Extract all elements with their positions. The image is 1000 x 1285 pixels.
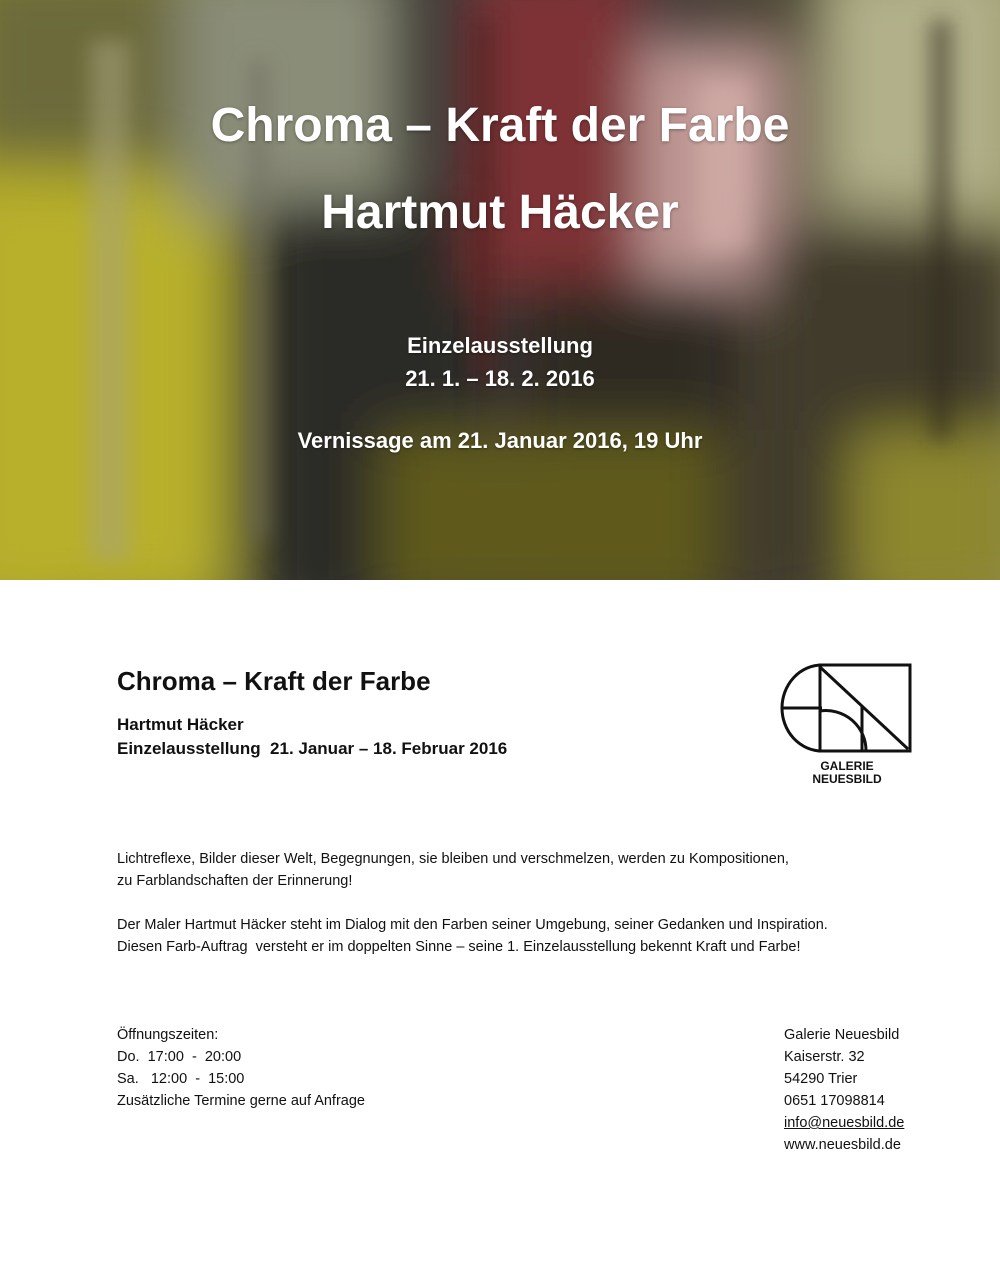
opening-hours-saturday: Sa. 12:00 - 15:00 xyxy=(117,1071,245,1087)
opening-hours-heading: Öffnungszeiten: xyxy=(117,1027,219,1043)
hero-artist: Hartmut Häcker xyxy=(321,186,679,239)
email-link[interactable]: info@neuesbild.de xyxy=(784,1115,905,1131)
description-paragraph-1 xyxy=(117,848,789,892)
hero-exhibition-type: Einzelausstellung xyxy=(407,333,593,358)
exhibition-dates: Einzelausstellung 21. Januar – 18. Februar 2016 xyxy=(117,739,508,758)
hero-banner xyxy=(0,0,1000,580)
logo-text-neuesbild: NEUESBILD xyxy=(812,772,882,786)
gallery-phone: 0651 17098814 xyxy=(784,1093,885,1109)
description-line: zu Farblandschaften der Erinnerung! xyxy=(117,873,353,889)
description-line: Diesen Farb-Auftrag versteht er im doppelten Sinne – seine 1. Einzelausstellung bekennt Kraft und Farbe! xyxy=(117,939,801,955)
opening-hours-thursday: Do. 17:00 - 20:00 xyxy=(117,1049,242,1065)
logo-mark-icon xyxy=(780,663,914,755)
gallery-city: 54290 Trier xyxy=(784,1071,858,1087)
website-text: www.neuesbild.de xyxy=(784,1137,901,1153)
gallery-street: Kaiserstr. 32 xyxy=(784,1049,865,1065)
opening-hours xyxy=(117,1024,365,1112)
galerie-neuesbild-logo xyxy=(780,663,914,787)
opening-hours-extra: Zusätzliche Termine gerne auf Anfrage xyxy=(117,1093,365,1109)
description-line: Lichtreflexe, Bilder dieser Welt, Begegnungen, sie bleiben und verschmelzen, werden zu Kompositionen, xyxy=(117,851,789,867)
hero-dates: 21. 1. – 18. 2. 2016 xyxy=(405,366,595,391)
description-paragraph-2 xyxy=(117,914,828,958)
hero-vernissage: Vernissage am 21. Januar 2016, 19 Uhr xyxy=(297,428,703,453)
description-line: Der Maler Hartmut Häcker steht im Dialog mit den Farben seiner Umgebung, seiner Gedanken und Inspiration. xyxy=(117,917,828,933)
logo-text-galerie: GALERIE xyxy=(820,759,874,773)
abstract-painting-background xyxy=(0,0,1000,580)
gallery-name: Galerie Neuesbild xyxy=(784,1027,900,1043)
document-title: Chroma – Kraft der Farbe xyxy=(117,666,431,696)
contact-block xyxy=(784,1024,904,1156)
hero-title: Chroma – Kraft der Farbe xyxy=(210,99,790,152)
artist-name: Hartmut Häcker xyxy=(117,715,244,734)
